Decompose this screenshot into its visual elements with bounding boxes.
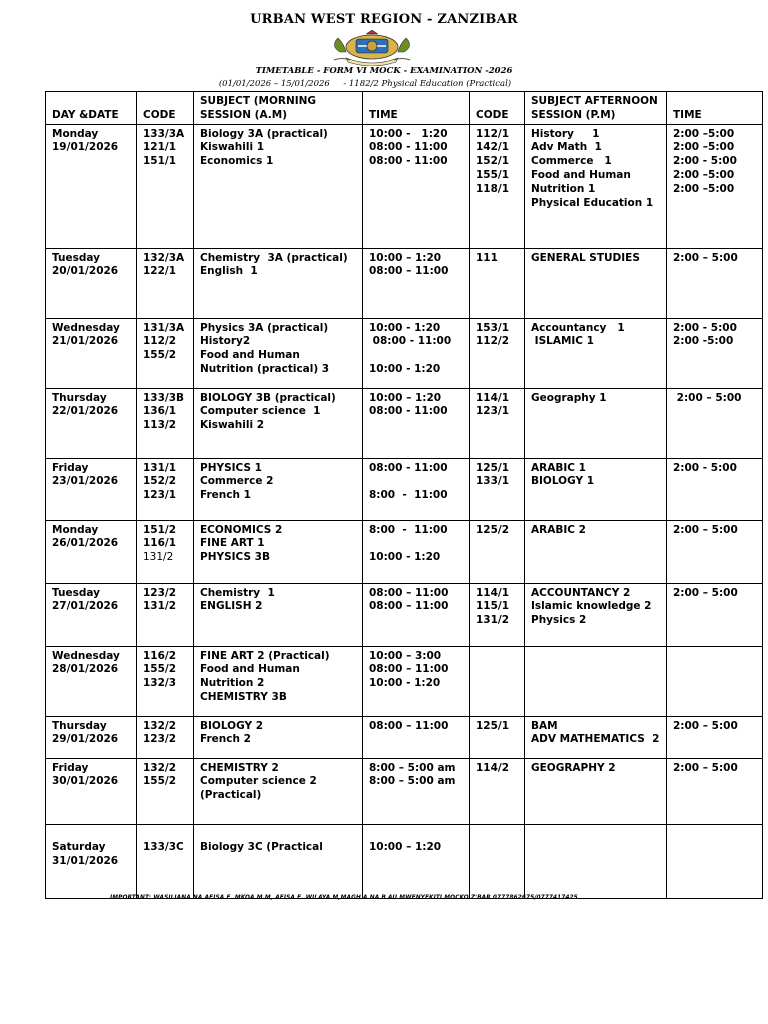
table-row — [46, 458, 763, 520]
cell-line: GEOGRAPHY 2 — [531, 761, 616, 774]
cell-day — [46, 758, 137, 824]
cell-line: Biology 3C (Practical — [200, 841, 323, 854]
cell-line: 152/2 — [143, 475, 177, 488]
cell-line: Commerce 1 — [531, 155, 612, 168]
cell-line: 112/2 — [143, 335, 177, 348]
header-time-am: TIME — [363, 92, 470, 125]
cell-line: Saturday — [52, 841, 106, 854]
cell-subject-am — [194, 458, 363, 520]
cell-line: Food and Human Nutrition (practical) 3 — [200, 349, 330, 375]
cell-subject-pm — [525, 716, 667, 758]
cell-line: 08:00 - 11:00 — [369, 155, 448, 168]
cell-line: 10:00 - 1:20 — [369, 321, 441, 334]
cell-time-am — [363, 318, 470, 388]
cell-subject-am — [194, 716, 363, 758]
cell-line: French 1 — [200, 489, 251, 502]
cell-line: Adv Math 1 — [531, 141, 602, 154]
cell-subject-pm — [525, 583, 667, 646]
cell-line: Food and Human Nutrition 1 — [531, 168, 635, 195]
cell-line: 2:00 – 5:00 — [673, 586, 738, 599]
cell-line: 8:00 - 11:00 — [369, 489, 448, 502]
cell-line: 151/1 — [143, 155, 177, 168]
cell-line: 125/1 — [476, 719, 510, 732]
timetable-subtitle: TIMETABLE - FORM VI MOCK - EXAMINATION -2026 — [255, 66, 513, 76]
cell-line: Geography 1 — [531, 391, 607, 404]
cell-time-pm — [667, 124, 763, 248]
cell-line: 2:00 – 5:00 — [673, 523, 738, 536]
cell-time-pm — [667, 824, 763, 898]
cell-line: FINE ART 1 — [200, 537, 265, 550]
cell-line: 125/1 — [476, 461, 510, 474]
cell-line: 08:00 - 11:00 — [369, 405, 448, 418]
cell-line — [52, 828, 130, 842]
cell-line — [369, 475, 463, 489]
cell-time-pm — [667, 520, 763, 583]
header-row — [46, 92, 763, 125]
cell-line: 115/1 — [476, 600, 510, 613]
cell-time-pm — [667, 758, 763, 824]
cell-line — [369, 537, 463, 551]
cell-line: 132/3A — [143, 251, 185, 264]
cell-line: Monday — [52, 127, 99, 140]
cell-line: 116/1 — [143, 537, 177, 550]
cell-day — [46, 124, 137, 248]
header-code-am: CODE — [137, 92, 194, 125]
cell-line: Physics 3A (practical) — [200, 321, 329, 334]
cell-line: 08:00 - 11:00 — [369, 461, 448, 474]
cell-code-am — [137, 388, 194, 458]
cell-line: French 2 — [200, 733, 251, 746]
table-row — [46, 583, 763, 646]
cell-subject-am — [194, 124, 363, 248]
cell-line: Friday — [52, 461, 89, 474]
cell-line: Physics 2 — [531, 614, 587, 627]
cell-line: 2:00 –5:00 — [673, 127, 735, 140]
cell-line: Islamic knowledge 2 — [531, 600, 652, 613]
cell-line: 19/01/2026 — [52, 141, 119, 154]
table-row — [46, 824, 763, 898]
cell-line: Wednesday — [52, 649, 120, 662]
cell-line: CHEMISTRY 2 — [200, 761, 279, 774]
cell-day — [46, 318, 137, 388]
cell-line: 27/01/2026 — [52, 600, 119, 613]
cell-subject-pm — [525, 646, 667, 716]
cell-line: 08:00 – 11:00 — [369, 719, 449, 732]
cell-line: 08:00 – 11:00 — [369, 600, 449, 613]
cell-subject-pm — [525, 124, 667, 248]
header-day-date: DAY &DATE — [46, 92, 137, 125]
cell-time-am — [363, 248, 470, 318]
cell-line: ARABIC 2 — [531, 523, 586, 536]
cell-code-am — [137, 646, 194, 716]
cell-line: 10:00 – 1:20 — [369, 391, 442, 404]
cell-line: History2 — [200, 335, 251, 348]
cell-code-am — [137, 716, 194, 758]
cell-line: 133/3B — [143, 391, 185, 404]
cell-line: Tuesday — [52, 251, 100, 264]
cell-code-pm — [470, 388, 525, 458]
cell-subject-pm — [525, 458, 667, 520]
cell-code-pm — [470, 124, 525, 248]
header-subject-pm: SUBJECT AFTERNOON SESSION (P.M) — [525, 92, 667, 125]
cell-line: Commerce 2 — [200, 475, 274, 488]
cell-line: ECONOMICS 2 — [200, 523, 283, 536]
exam-timetable — [45, 91, 763, 899]
timetable-date-range: (01/01/2026 – 15/01/2026 - 1182/2 Physical Education (Practical) — [218, 79, 512, 89]
cell-code-am — [137, 583, 194, 646]
cell-time-pm — [667, 716, 763, 758]
cell-line: 08:00 – 11:00 — [369, 586, 449, 599]
cell-time-pm — [667, 318, 763, 388]
cell-code-pm — [470, 318, 525, 388]
cell-code-am — [137, 758, 194, 824]
cell-subject-pm — [525, 248, 667, 318]
cell-line: 10:00 - 1:20 — [369, 551, 441, 564]
cell-time-am — [363, 124, 470, 248]
cell-day — [46, 583, 137, 646]
table-row — [46, 758, 763, 824]
cell-code-pm — [470, 583, 525, 646]
cell-subject-pm — [525, 824, 667, 898]
cell-line: 112/1 — [476, 127, 510, 140]
cell-line: 10:00 - 1:20 — [369, 677, 441, 690]
cell-line: English 1 — [200, 265, 258, 278]
cell-line: BIOLOGY 1 — [531, 475, 595, 488]
cell-line: 132/2 — [143, 761, 177, 774]
cell-line: 123/1 — [143, 489, 177, 502]
cell-code-pm — [470, 520, 525, 583]
cell-line: ARABIC 1 — [531, 461, 586, 474]
cell-code-pm — [470, 458, 525, 520]
cell-line: 155/1 — [476, 168, 510, 181]
page-title: URBAN WEST REGION - ZANZIBAR — [250, 12, 518, 27]
cell-line: 10:00 - 1:20 — [369, 127, 448, 140]
cell-line: BIOLOGY 2 — [200, 719, 264, 732]
header-time-pm: TIME — [667, 92, 763, 125]
cell-time-pm — [667, 248, 763, 318]
cell-line: 114/1 — [476, 391, 510, 404]
cell-line — [200, 828, 356, 842]
cell-code-pm — [470, 824, 525, 898]
cell-line: Kiswahili 1 — [200, 141, 265, 154]
cell-subject-am — [194, 583, 363, 646]
cell-day — [46, 716, 137, 758]
cell-line — [369, 349, 463, 363]
cell-line: 08:00 - 11:00 — [369, 335, 452, 348]
cell-line: 155/2 — [143, 349, 177, 362]
cell-subject-am — [194, 824, 363, 898]
cell-subject-am — [194, 520, 363, 583]
cell-day — [46, 458, 137, 520]
cell-line: 2:00 – 5:00 — [673, 251, 738, 264]
cell-code-am — [137, 248, 194, 318]
cell-line: 30/01/2026 — [52, 775, 119, 788]
cell-line: 133/3A — [143, 127, 185, 140]
cell-line: 10:00 – 1:20 — [369, 841, 442, 854]
cell-line: 114/1 — [476, 586, 510, 599]
timetable-body — [46, 124, 763, 898]
cell-line: Biology 3A (practical) — [200, 127, 328, 140]
cell-line: 123/2 — [143, 586, 177, 599]
cell-code-am — [137, 520, 194, 583]
cell-line: 2:00 – 5:00 — [673, 761, 738, 774]
cell-line: 123/2 — [143, 733, 177, 746]
cell-line: 31/01/2026 — [52, 855, 119, 868]
cell-line: 132/3 — [143, 677, 177, 690]
cell-line: 131/1 — [143, 461, 177, 474]
cell-time-pm — [667, 388, 763, 458]
cell-line: History 1 — [531, 127, 600, 140]
cell-line: 8:00 – 5:00 am — [369, 775, 456, 788]
cell-line: Friday — [52, 761, 89, 774]
cell-line: 2:00 - 5:00 — [673, 461, 737, 474]
cell-line: Kiswahili 2 — [200, 419, 265, 432]
cell-line: 2:00 – 5:00 — [673, 391, 742, 404]
cell-subject-am — [194, 758, 363, 824]
cell-line: 113/2 — [143, 419, 177, 432]
cell-line: CHEMISTRY 3B — [200, 690, 287, 703]
cell-line: 155/2 — [143, 663, 177, 676]
cell-code-pm — [470, 248, 525, 318]
cell-line: 118/1 — [476, 182, 510, 195]
cell-time-am — [363, 716, 470, 758]
cell-line: Wednesday — [52, 321, 120, 334]
cell-code-am — [137, 318, 194, 388]
cell-line: 28/01/2026 — [52, 663, 119, 676]
cell-line: 2:00 –5:00 — [673, 182, 735, 195]
table-row — [46, 646, 763, 716]
cell-line: 8:00 – 5:00 am — [369, 761, 456, 774]
cell-code-am — [137, 458, 194, 520]
cell-line: 26/01/2026 — [52, 537, 119, 550]
cell-line: 2:00 - 5:00 — [673, 321, 737, 334]
cell-line: 131/3A — [143, 321, 185, 334]
cell-time-am — [363, 758, 470, 824]
table-row — [46, 388, 763, 458]
cell-line: Tuesday — [52, 586, 100, 599]
cell-time-pm — [667, 458, 763, 520]
cell-line: Computer science 2 (Practical) — [200, 775, 321, 802]
cell-subject-pm — [525, 318, 667, 388]
cell-line: 10:00 – 1:20 — [369, 251, 442, 264]
header-code-pm: CODE — [470, 92, 525, 125]
cell-line: 132/2 — [143, 719, 177, 732]
cell-line: 116/2 — [143, 649, 177, 662]
cell-time-am — [363, 520, 470, 583]
cell-time-am — [363, 583, 470, 646]
cell-line: 8:00 - 11:00 — [369, 523, 448, 536]
cell-line: Economics 1 — [200, 155, 274, 168]
cell-subject-pm — [525, 758, 667, 824]
cell-line: Monday — [52, 523, 99, 536]
cell-day — [46, 388, 137, 458]
cell-day — [46, 248, 137, 318]
cell-time-am — [363, 388, 470, 458]
cell-line — [369, 828, 463, 842]
cell-line: 2:00 - 5:00 — [673, 155, 737, 168]
header-subject-am: SUBJECT (MORNING SESSION (A.M) — [194, 92, 363, 125]
cell-line: 152/1 — [476, 155, 510, 168]
cell-line: 136/1 — [143, 405, 177, 418]
important-contact-note: IMPORTANT: WASILIANA NA AFISA E. MKOA M.M, AFISA E. WILAYA M,MAGH A NA B AU MWENYEKITI MOCKO Z'BAR 0777862675/0777417425 — [110, 895, 578, 901]
cell-subject-am — [194, 318, 363, 388]
cell-subject-am — [194, 388, 363, 458]
cell-time-pm — [667, 583, 763, 646]
cell-code-am — [137, 124, 194, 248]
cell-line: Thursday — [52, 391, 107, 404]
cell-line: 08:00 – 11:00 — [369, 265, 449, 278]
cell-line: 2:00 -5:00 — [673, 335, 734, 348]
cell-time-pm — [667, 646, 763, 716]
cell-line: 133/3C — [143, 841, 184, 854]
cell-code-pm — [470, 646, 525, 716]
table-row — [46, 124, 763, 248]
cell-line: 2:00 –5:00 — [673, 141, 735, 154]
cell-line: 123/1 — [476, 405, 510, 418]
cell-subject-pm — [525, 388, 667, 458]
cell-line: Chemistry 3A (practical) — [200, 251, 348, 264]
cell-line: 08:00 – 11:00 — [369, 663, 449, 676]
cell-line: 151/2 — [143, 523, 177, 536]
cell-line: 111 — [476, 251, 498, 264]
cell-day — [46, 824, 137, 898]
cell-line: GENERAL STUDIES — [531, 251, 640, 264]
cell-subject-pm — [525, 520, 667, 583]
cell-line: 131/2 — [143, 600, 177, 613]
cell-code-pm — [470, 758, 525, 824]
cell-line: PHYSICS 3B — [200, 551, 270, 564]
cell-line: Computer science 1 — [200, 405, 321, 418]
cell-line: ADV MATHEMATICS 2 — [531, 733, 660, 746]
cell-time-am — [363, 458, 470, 520]
cell-line: Thursday — [52, 719, 107, 732]
cell-line: 112/2 — [476, 335, 510, 348]
cell-line: Food and Human Nutrition 2 — [200, 663, 304, 690]
cell-subject-am — [194, 248, 363, 318]
cell-line: BAM — [531, 719, 558, 732]
cell-line: 153/1 — [476, 321, 510, 334]
cell-line: 20/01/2026 — [52, 265, 119, 278]
cell-line: 08:00 - 11:00 — [369, 141, 448, 154]
cell-line: 131/2 — [476, 614, 510, 627]
table-row — [46, 248, 763, 318]
cell-line: ACCOUNTANCY 2 — [531, 586, 631, 599]
cell-line: 23/01/2026 — [52, 475, 119, 488]
table-row — [46, 318, 763, 388]
cell-line: 133/1 — [476, 475, 510, 488]
zanzibar-coat-of-arms-emblem — [326, 30, 418, 66]
cell-line: 155/2 — [143, 775, 177, 788]
table-row — [46, 520, 763, 583]
cell-line: PHYSICS 1 — [200, 461, 262, 474]
cell-line: ISLAMIC 1 — [531, 335, 594, 348]
cell-line: 2:00 –5:00 — [673, 168, 735, 181]
cell-line: BIOLOGY 3B (practical) — [200, 391, 336, 404]
cell-line: ENGLISH 2 — [200, 600, 263, 613]
cell-line: 2:00 – 5:00 — [673, 719, 738, 732]
cell-line: FINE ART 2 (Practical) — [200, 649, 330, 662]
cell-line: 122/1 — [143, 265, 177, 278]
cell-line: 131/2 — [143, 551, 174, 564]
cell-line: Accountancy 1 — [531, 321, 625, 334]
cell-day — [46, 520, 137, 583]
cell-subject-am — [194, 646, 363, 716]
cell-line: 125/2 — [476, 523, 510, 536]
cell-line: 29/01/2026 — [52, 733, 119, 746]
cell-code-pm — [470, 716, 525, 758]
cell-line: 10:00 - 1:20 — [369, 362, 441, 375]
cell-line: 114/2 — [476, 761, 510, 774]
cell-line: Physical Education 1 — [531, 196, 654, 209]
cell-line: Chemistry 1 — [200, 586, 275, 599]
cell-day — [46, 646, 137, 716]
cell-time-am — [363, 646, 470, 716]
cell-line — [143, 828, 187, 842]
cell-time-am — [363, 824, 470, 898]
cell-line: 22/01/2026 — [52, 405, 119, 418]
cell-line: 121/1 — [143, 141, 177, 154]
cell-line: 10:00 – 3:00 — [369, 649, 442, 662]
cell-code-am — [137, 824, 194, 898]
table-row — [46, 716, 763, 758]
cell-line: 21/01/2026 — [52, 335, 119, 348]
cell-line: 142/1 — [476, 141, 510, 154]
